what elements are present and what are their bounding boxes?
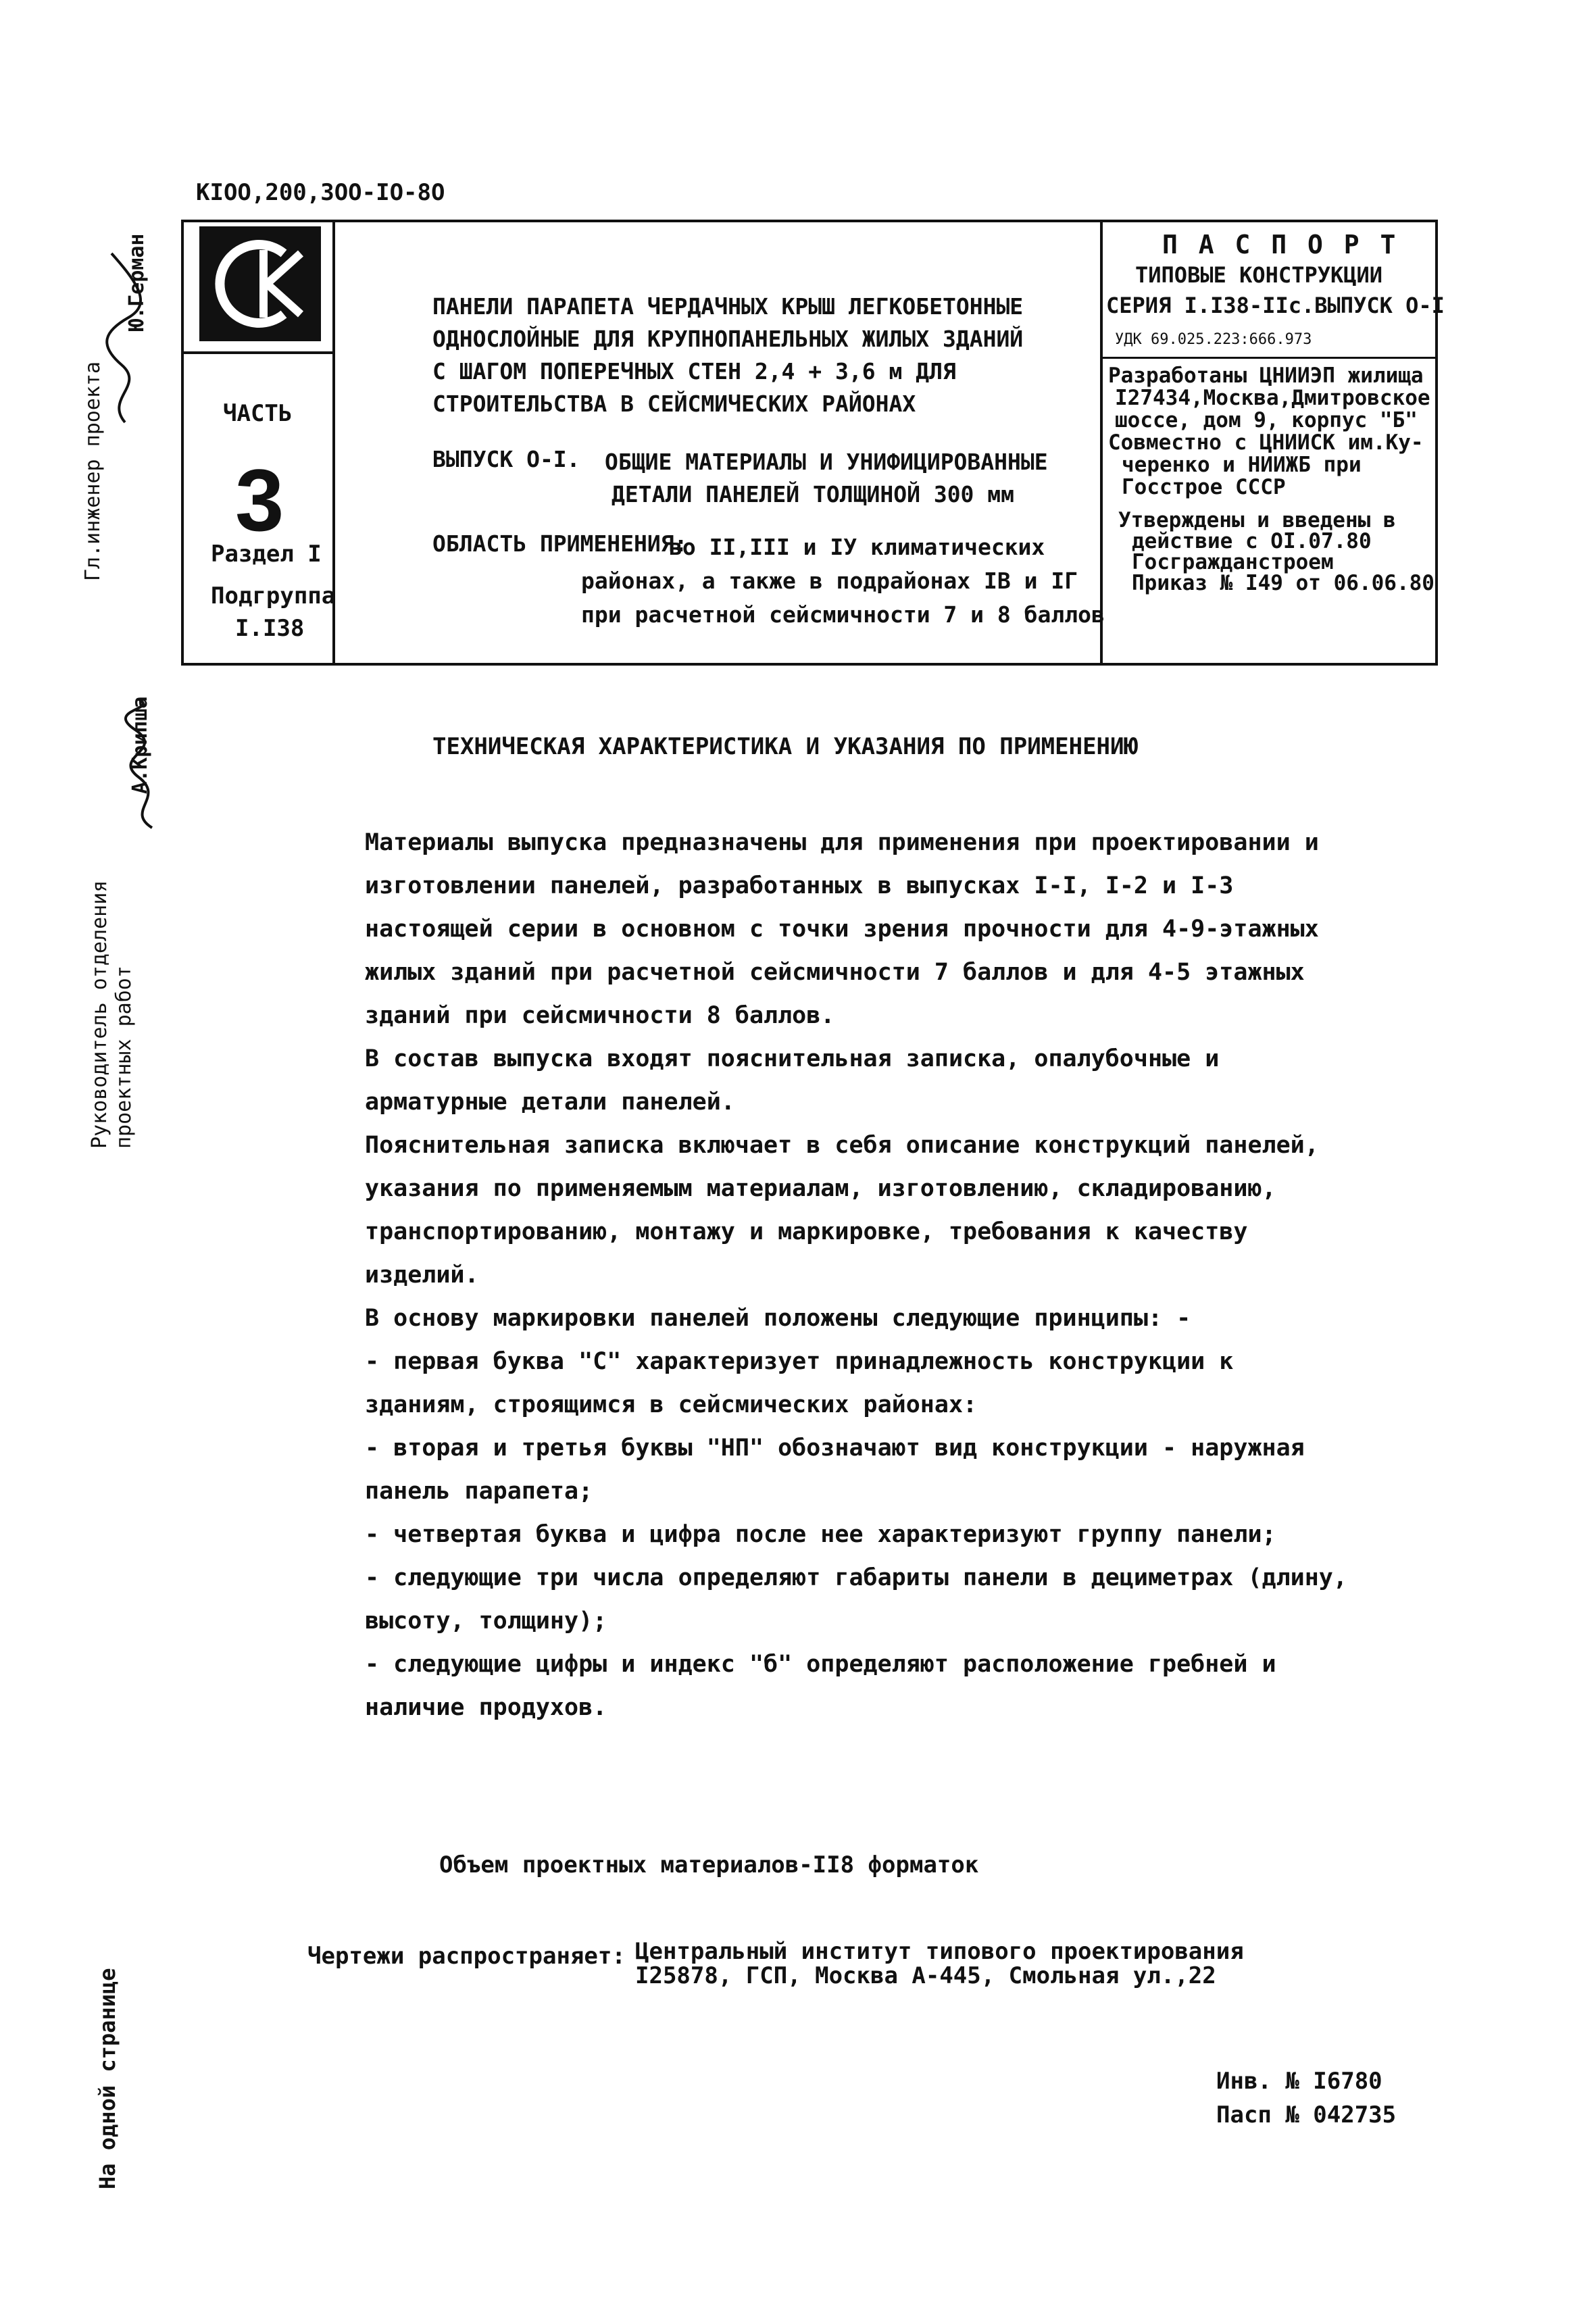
developed-line: Разработаны ЦНИИЭП жилища: [1108, 364, 1424, 388]
title-line: С ШАГОМ ПОПЕРЕЧНЫХ СТЕН 2,4 + 3,6 м ДЛЯ: [432, 358, 956, 384]
distributor-line: Центральный институт типового проектирования: [635, 1938, 1244, 1965]
paragraph: Материалы выпуска предназначены для применения при проектировании и изготовлении панелей, разработанных в выпусках I-I, I-2 и I-3 настоящей серии в основном с точки зрения прочности для 4-9-этажных жилых зданий при расчетной сейсмичности 7 баллов и для 4-5 этажных зданий при сейсмичности 8 баллов.: [365, 829, 1319, 1029]
passport-number: Пасп № 042735: [1216, 2101, 1397, 2129]
scope-text: [581, 530, 1105, 632]
series-label: СЕРИЯ I.I38-IIс.ВЫПУСК О-I: [1106, 293, 1445, 318]
paragraph: В состав выпуска входят пояснительная записка, опалубочные и арматурные детали панелей.: [365, 1045, 1220, 1116]
chief-engineer-label: Гл.инженер проекта: [81, 361, 105, 581]
passport-title: П А С П О Р Т: [1162, 230, 1399, 259]
stamp-divider-3: [181, 351, 335, 354]
part-label: ЧАСТЬ: [223, 400, 293, 427]
passport-divider: [1100, 357, 1438, 359]
issue-line: ДЕТАЛИ ПАНЕЛЕЙ ТОЛЩИНОЙ 300 мм: [612, 481, 1015, 507]
paragraph: - следующие три числа определяют габариты панели в дециметрах (длину, высоту, толщину);: [365, 1564, 1347, 1635]
udk-code: УДК 69.025.223:666.973: [1115, 331, 1312, 348]
approved-line: Утверждены и введены в: [1118, 508, 1396, 532]
scope-label: ОБЛАСТЬ ПРИМЕНЕНИЯ:: [432, 530, 688, 557]
developed-line: шоссе, дом 9, корпус "Б": [1115, 408, 1418, 432]
document-code: КIOO,200,3OO-IO-8O: [196, 179, 445, 206]
issue-line: ОБЩИЕ МАТЕРИАЛЫ И УНИФИЦИРОВАННЫЕ: [605, 449, 1048, 475]
chief-engineer-name: Ю.Герман: [125, 233, 149, 331]
paragraph: - первая буква "С" характеризует принадлежность конструкции к зданиям, строящимся в сейсмических районах:: [365, 1348, 1234, 1418]
one-page-note: На одной странице: [95, 1968, 120, 2189]
section-label: Раздел I: [211, 541, 322, 568]
dept-head-name: А.Крипша: [128, 696, 152, 794]
developed-line: Совместно с ЦНИИСК им.Ку-: [1108, 430, 1424, 455]
issue-label: ВЫПУСК О-I.: [432, 446, 580, 472]
title-line: ПАНЕЛИ ПАРАПЕТА ЧЕРДАЧНЫХ КРЫШ ЛЕГКОБЕТОННЫЕ: [432, 293, 1024, 320]
section-heading: ТЕХНИЧЕСКАЯ ХАРАКТЕРИСТИКА И УКАЗАНИЯ ПО ПРИМЕНЕНИЮ: [432, 733, 1138, 760]
document-title: [432, 291, 1023, 420]
title-line: СТРОИТЕЛЬСТВА В СЕЙСМИЧЕСКИХ РАЙОНАХ: [432, 391, 916, 417]
paragraph: В основу маркировки панелей положены следующие принципы: -: [365, 1305, 1191, 1332]
issue-title: [605, 446, 1048, 511]
paragraph: - четвертая буква и цифра после нее характеризуют группу панели;: [365, 1521, 1276, 1548]
distributor-label: Чертежи распространяет:: [307, 1943, 626, 1970]
volume-note: Объем проектных материалов-II8 форматок: [439, 1851, 979, 1878]
passport-subtitle: ТИПОВЫЕ КОНСТРУКЦИИ: [1135, 262, 1383, 288]
approved-line: действие с OI.07.80: [1132, 529, 1372, 553]
subgroup-label: Подгруппа: [211, 582, 336, 609]
developed-line: черенко и НИИЖБ при: [1122, 453, 1362, 477]
approved-line: Госгражданстроем: [1132, 550, 1334, 574]
subgroup-number: I.I38: [235, 615, 305, 642]
paragraph: Пояснительная записка включает в себя описание конструкций панелей, указания по применяемым материалам, изготовлению, складированию, транспортированию, монтажу и маркировке, требования к качеству изделий.: [365, 1132, 1319, 1289]
paragraph: - вторая и третья буквы "НП" обозначают вид конструкции - наружная панель парапета;: [365, 1435, 1305, 1505]
approved-by: [1118, 510, 1435, 594]
distributor-address: [635, 1939, 1244, 1988]
logo: [199, 226, 321, 344]
part-number: 3: [235, 451, 284, 549]
dept-head-label: Руководитель отделения проектных работ: [88, 880, 136, 1149]
title-line: ОДНОСЛОЙНЫЕ ДЛЯ КРУПНОПАНЕЛЬНЫХ ЖИЛЫХ ЗДАНИЙ: [432, 326, 1024, 352]
inventory-number: Инв. № I6780: [1216, 2068, 1382, 2095]
scope-line: районах, а также в подрайонах IВ и IГ: [581, 568, 1078, 594]
paragraph: - следующие цифры и индекс "б" определяют расположение гребней и наличие продухов.: [365, 1651, 1276, 1721]
developed-line: I27434,Москва,Дмитровское: [1115, 386, 1430, 410]
distributor-line: I25878, ГСП, Москва А-445, Смольная ул.,22: [635, 1962, 1216, 1989]
scope-line: при расчетной сейсмичности 7 и 8 баллов: [581, 601, 1105, 628]
developed-line: Госстрое СССР: [1122, 475, 1286, 499]
approved-line: Приказ № I49 от 06.06.80: [1132, 571, 1435, 595]
body-text: [297, 821, 1351, 1729]
scope-line: во II,III и IУ климатических: [669, 534, 1045, 560]
developed-by: [1108, 365, 1430, 499]
